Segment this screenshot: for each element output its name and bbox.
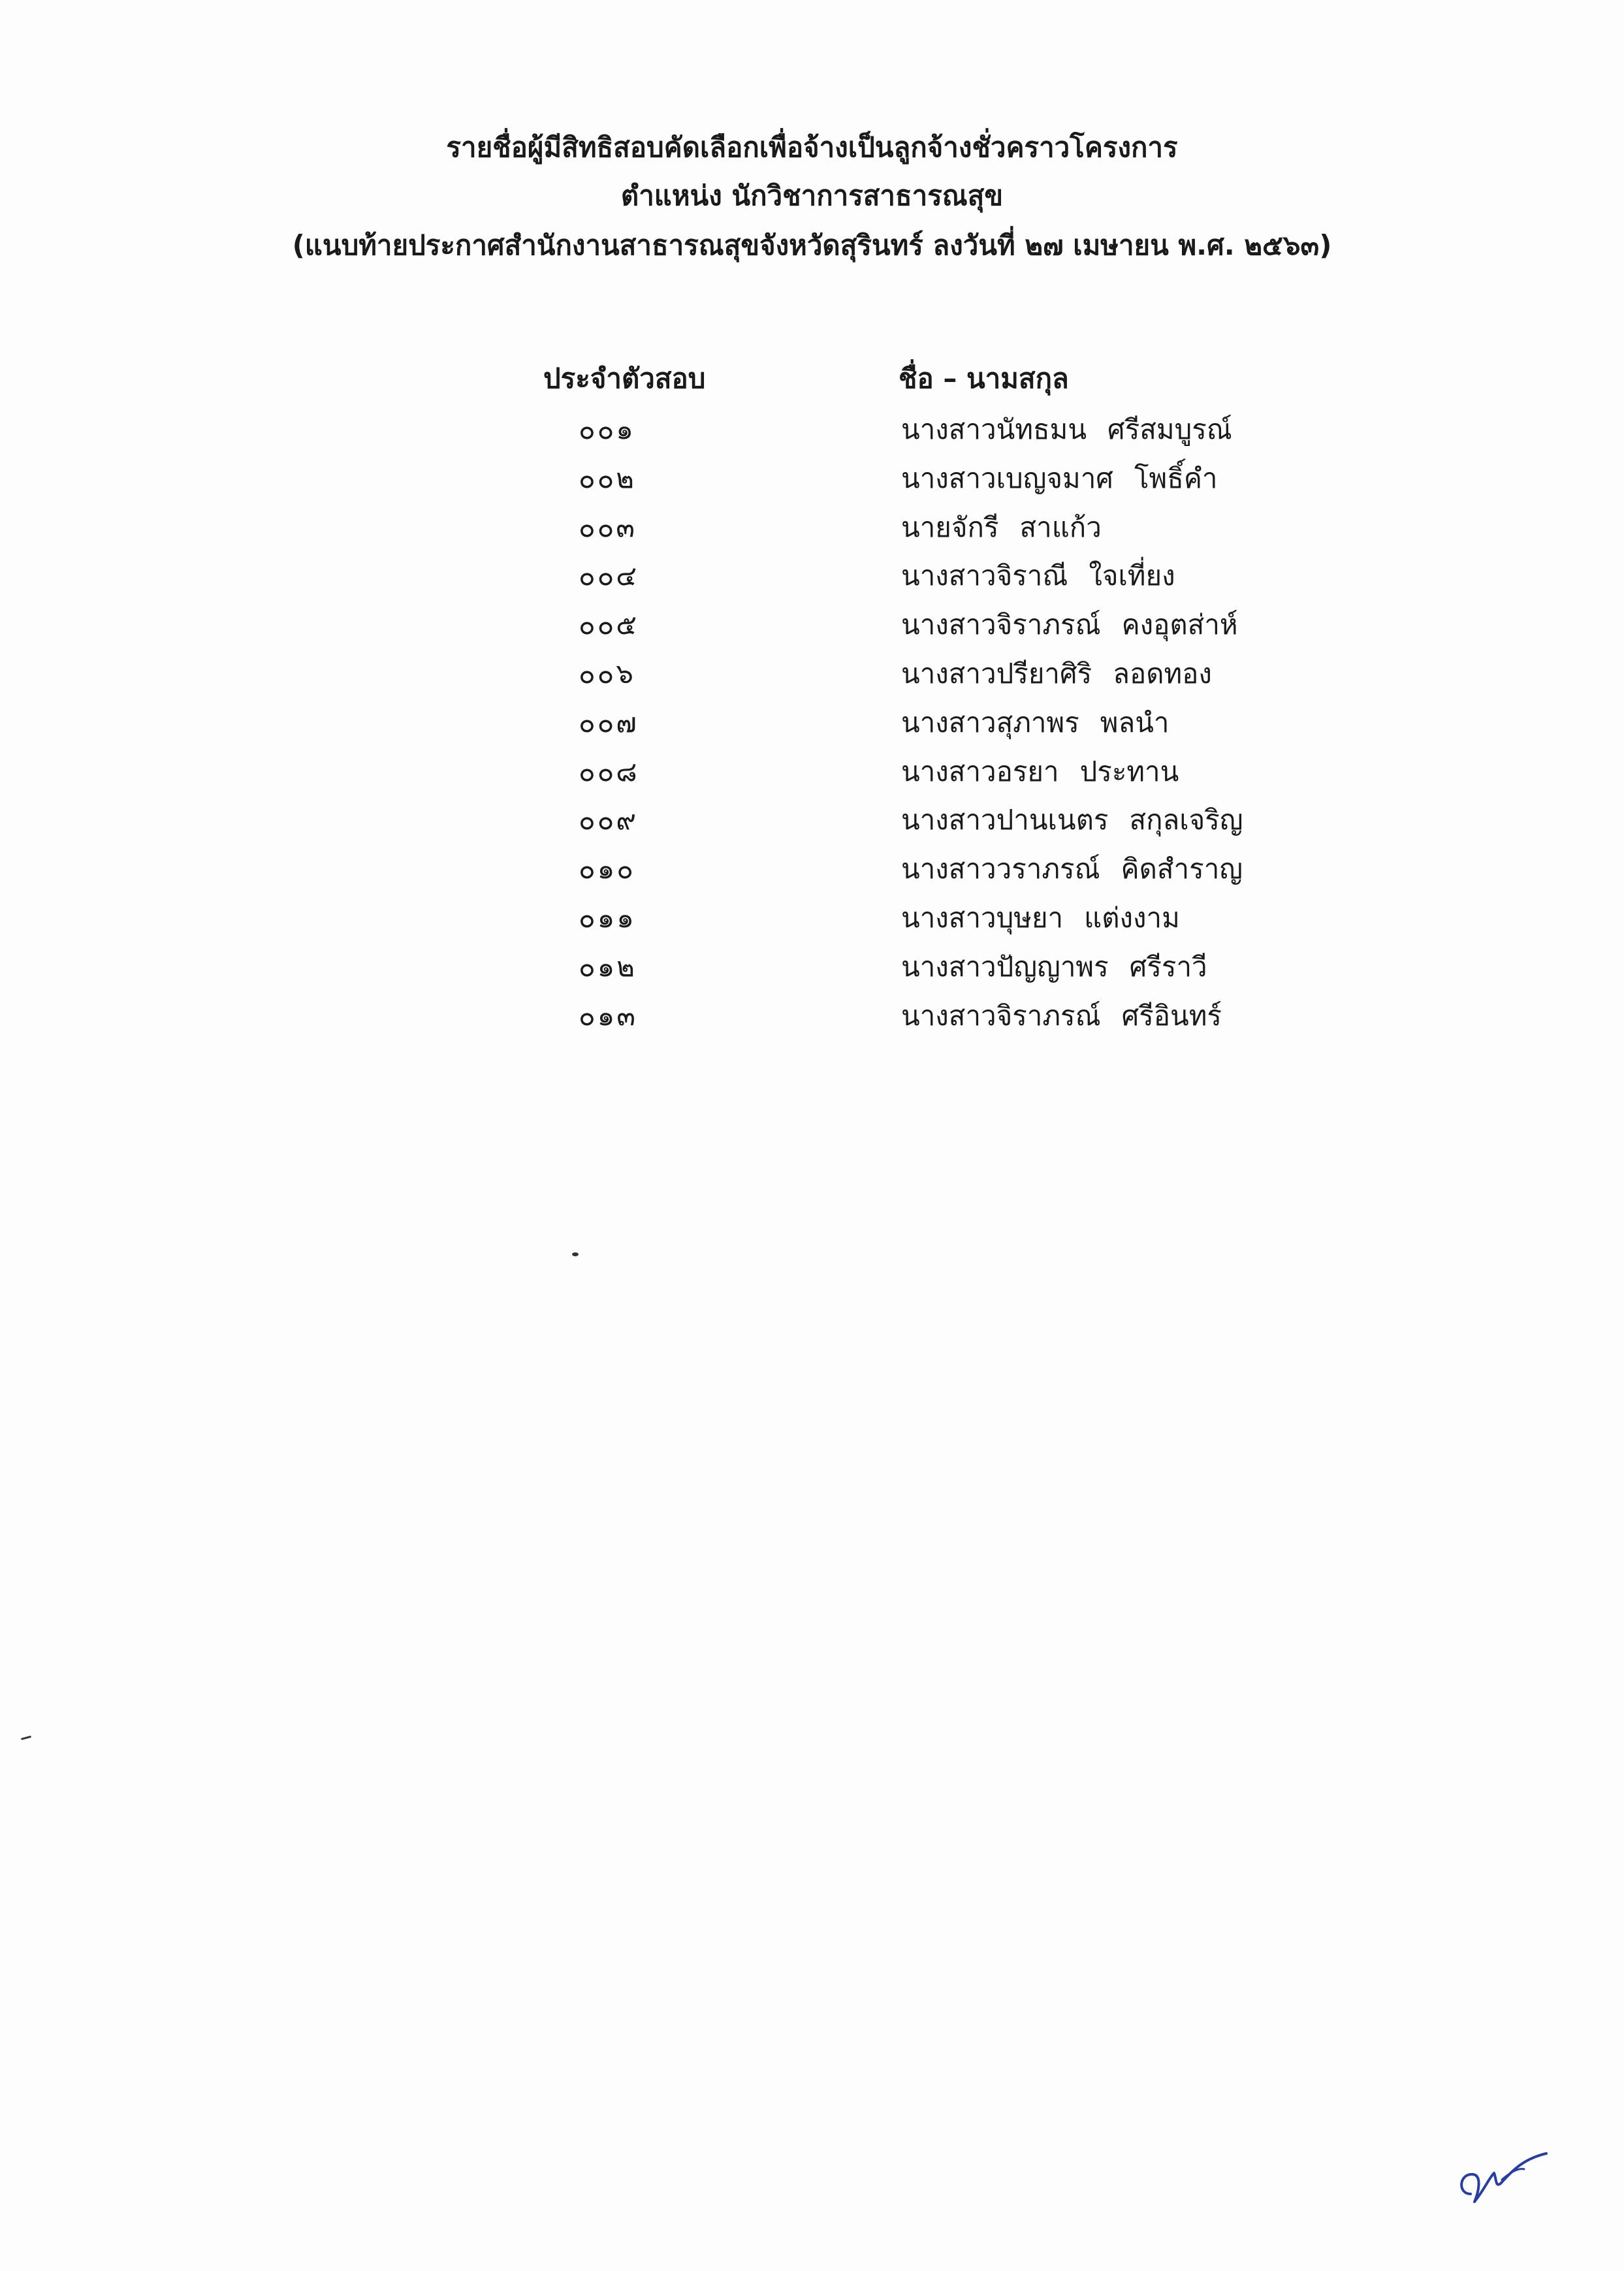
candidate-row [0, 508, 1624, 557]
candidate-name [901, 605, 1238, 644]
scan-speck [572, 1252, 579, 1256]
handwritten-initials-signature [1451, 2116, 1555, 2214]
first-name: นางสาวเบญจมาศ [901, 462, 1113, 494]
candidate-row [0, 801, 1624, 850]
exam-id: ๐๐๙ [579, 804, 639, 836]
exam-id: ๐๐๑ [579, 413, 635, 445]
exam-id: ๐๑๒ [579, 950, 637, 983]
exam-id: ๐๐๕ [579, 609, 639, 641]
candidate-row [0, 850, 1624, 898]
candidate-row [0, 556, 1624, 605]
candidate-row [0, 703, 1624, 752]
last-name: ใจเที่ยง [1089, 560, 1175, 592]
first-name: นางสาวนัทธมน [901, 413, 1087, 445]
candidate-name [901, 801, 1243, 840]
candidate-name [901, 850, 1243, 889]
first-name: นางสาวสุภาพร [901, 706, 1079, 738]
document-title: รายชื่อผู้มีสิทธิสอบคัดเลือกเพื่อจ้างเป็นลูกจ้างชั่วคราวโครงการ [446, 131, 1178, 163]
candidate-row [0, 605, 1624, 654]
candidate-name [901, 459, 1218, 498]
first-name: นางสาวจิราภรณ์ [901, 999, 1101, 1032]
exam-id: ๐๑๓ [579, 999, 638, 1032]
candidate-name [901, 654, 1212, 693]
exam-id: ๐๐๘ [579, 755, 639, 787]
first-name: นางสาวอรยา [901, 755, 1059, 787]
candidate-row [0, 654, 1624, 703]
candidate-name [901, 752, 1179, 791]
first-name: นางสาวบุษยา [901, 901, 1064, 934]
candidate-row [0, 898, 1624, 947]
exam-id: ๐๑๑ [579, 901, 636, 934]
candidate-row [0, 410, 1624, 459]
candidate-list [0, 410, 1624, 1045]
exam-id: ๐๐๓ [579, 511, 637, 543]
first-name: นางสาวปานเนตร [901, 804, 1109, 836]
announcement-reference: (แนบท้ายประกาศสำนักงานสาธารณสุขจังหวัดสุรินทร์ ลงวันที่ ๒๗ เมษายน พ.ศ. ๒๕๖๓) [292, 229, 1332, 261]
last-name: ศรีราวี [1129, 950, 1207, 983]
first-name: นางสาวจิราภรณ์ [901, 609, 1101, 641]
exam-id: ๐๐๔ [579, 560, 639, 592]
last-name: คงอุตส่าห์ [1121, 609, 1238, 641]
last-name: คิดสำราญ [1121, 853, 1243, 885]
candidate-row [0, 459, 1624, 508]
last-name: สาแก้ว [1019, 511, 1102, 543]
last-name: พลนำ [1100, 706, 1170, 738]
first-name: นางสาวจิราณี [901, 560, 1068, 592]
candidate-row [0, 752, 1624, 801]
exam-id: ๐๑๐ [579, 853, 635, 885]
last-name: โพธิ์คำ [1134, 462, 1218, 494]
candidate-row [0, 996, 1624, 1045]
candidate-name [901, 410, 1232, 449]
exam-id: ๐๐๖ [579, 657, 635, 690]
candidate-name [901, 508, 1102, 547]
first-name: นางสาวปัญญาพร [901, 950, 1109, 983]
last-name: ศรีสมบูรณ์ [1107, 413, 1232, 445]
first-name: นางสาววราภรณ์ [901, 853, 1100, 885]
last-name: สกุลเจริญ [1129, 804, 1243, 836]
exam-id: ๐๐๗ [579, 706, 639, 738]
candidate-name [901, 556, 1175, 596]
first-name: นางสาวปรียาศิริ [901, 657, 1092, 690]
first-name: นายจักรี [901, 511, 999, 543]
candidate-name [901, 947, 1207, 987]
candidate-row [0, 947, 1624, 996]
candidate-name [901, 898, 1180, 938]
last-name: ศรีอินทร์ [1121, 999, 1222, 1032]
last-name: ประทาน [1079, 755, 1179, 787]
exam-id: ๐๐๒ [579, 462, 636, 494]
last-name: แต่งงาม [1084, 901, 1180, 934]
candidate-name [901, 703, 1169, 742]
column-header-exam-id: ประจำตัวสอบ [543, 362, 706, 394]
column-header-full-name: ชื่อ – นามสกุล [899, 362, 1069, 394]
scan-speck [21, 1736, 31, 1740]
position-title: ตำแหน่ง นักวิชาการสาธารณสุข [620, 180, 1004, 212]
candidate-name [901, 996, 1222, 1036]
last-name: ลอดทอง [1113, 657, 1212, 690]
